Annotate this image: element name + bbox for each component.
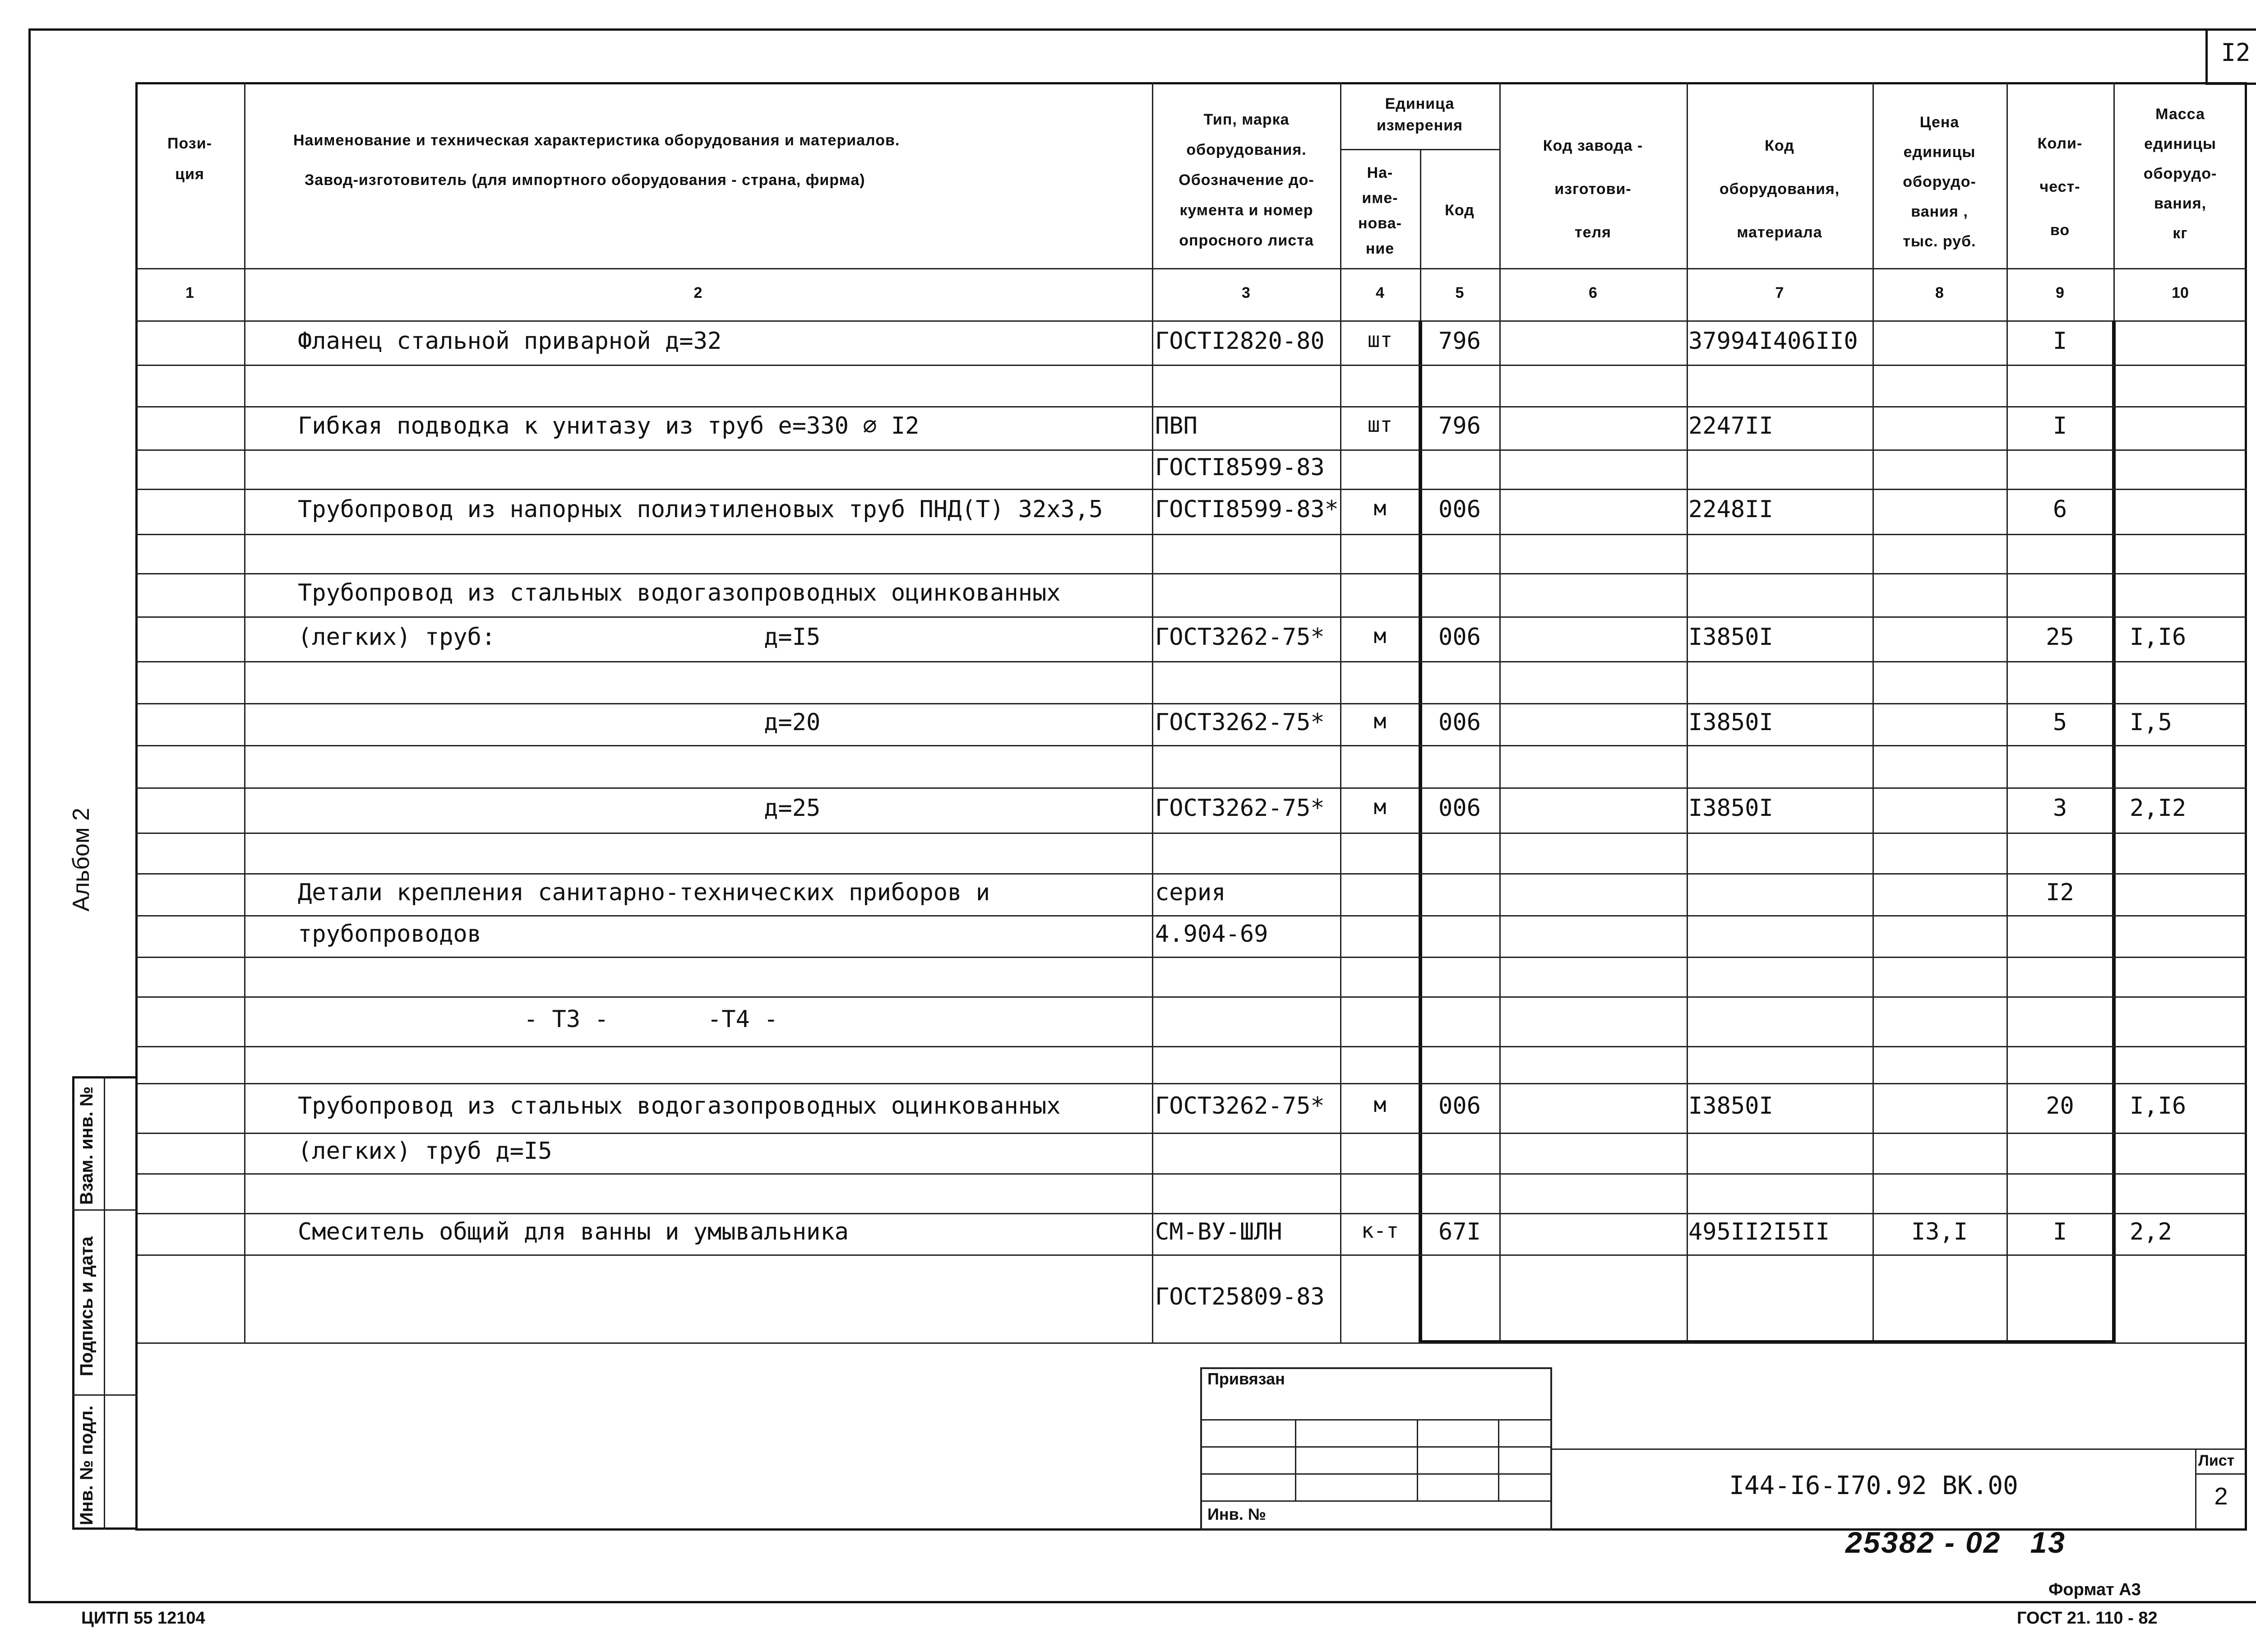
handwritten-number: 25382 - 02 13 [1845,1526,2066,1559]
side-replace-inv: Взам. инв. № [77,1086,97,1205]
tb-line-4 [1200,1500,1552,1502]
row-line [135,1133,2247,1134]
colnum-5: 5 [1455,284,1464,301]
row-line [135,1046,2247,1047]
cell-name: Трубопровод из стальных водогазопроводных оцинкованных [298,579,1061,606]
row-line [135,833,2247,834]
side-inv-orig: Инв. № подл. [77,1405,97,1525]
side-stamp-line-1 [72,1209,138,1211]
cell-equip: 2247II [1688,412,1773,440]
cell-equip: 495II2I5II [1688,1218,1830,1245]
row-line [135,1254,2247,1256]
cell-doc: ГОСТ3262-75* [1155,708,1325,736]
tb-line-3 [1200,1473,1552,1475]
cell-mass: I,I6 [2130,623,2187,651]
hdr-col3: Тип, марка оборудования. Обозначение до- кумента и номер опросного листа [1179,111,1314,249]
cell-name: Гибкая подводка к унитазу из труб е=330 ∅ I2 [298,412,920,440]
cell-unit: м [1373,708,1387,733]
colnum-3: 3 [1242,284,1250,301]
header-line-1 [135,268,2247,269]
col-line-7 [1872,82,1874,1344]
cell-equip: 2248II [1688,496,1773,523]
row-line [135,661,2247,662]
cell-equip: I3850I [1688,708,1773,736]
cell-qty: 3 [2053,795,2067,822]
colnum-4: 4 [1376,284,1384,301]
hdr-col8: Цена единицы оборудо- вания , тыс. руб. [1903,114,1976,250]
row-line [135,703,2247,704]
album-label: Альбом 2 [68,808,94,912]
sheet-number: I2 [2221,38,2251,67]
cell-doc: ГОСТ3262-75* [1155,623,1325,651]
tb-vline-3 [1498,1419,1499,1500]
col-line-2 [1152,82,1153,1344]
hdr-col5: Код [1445,202,1475,219]
cell-qty: I [2053,328,2067,355]
cell-doc: серия [1155,879,1226,906]
cell-qty: 20 [2046,1092,2074,1120]
cell-doc: ГОСТ25809-83 [1155,1283,1325,1310]
row-line [135,534,2247,535]
hdr-unit-group: Единица измерения [1377,95,1463,134]
cell-name: Детали крепления санитарно-технических приборов и [298,879,990,906]
cell-qty: I [2053,1218,2067,1245]
cell-mass: I,I6 [2130,1092,2187,1120]
cell-doc: ГОСТI8599-83 [1155,453,1325,481]
cell-name: Смеситель общий для ванны и умывальника [298,1218,849,1245]
header-line-2 [135,320,2247,322]
row-line [135,745,2247,746]
row-line [135,787,2247,789]
tb-vline-1 [1295,1419,1296,1500]
row-line [135,1083,2247,1084]
row-line [135,449,2247,451]
cell-name: (легких) труб: д=I5 [298,623,821,651]
cell-name: трубопроводов [298,921,481,948]
cell-code: 67I [1438,1218,1481,1245]
cell-unit: к-т [1361,1218,1399,1243]
cell-unit: м [1373,496,1387,520]
thick-line-a [1419,320,1422,1344]
cell-unit: шт [1367,328,1393,352]
cell-code: 006 [1438,1092,1481,1120]
cell-name: - Т3 - -Т4 - [298,1006,778,1033]
cell-equip: 37994I406II0 [1688,328,1858,355]
col-line-5 [1499,82,1501,1344]
hdr-col2: Наименование и техническая характеристика оборудования и материалов. Завод-изготовитель (для импортного оборудования - страна, фирма) [293,132,900,189]
standard-label: ГОСТ 21. 110 - 82 [2017,1609,2158,1628]
hdr-col4: На- име- нова- ние [1358,164,1402,257]
cell-doc: ГОСТI8599-83* [1155,496,1339,523]
row-line [135,616,2247,618]
tb-sheet-line [2195,1473,2247,1475]
cell-name: д=25 [298,795,821,822]
cell-equip: I3850I [1688,623,1773,651]
tb-line-1 [1200,1419,1552,1421]
cell-mass: 2,I2 [2130,795,2187,822]
row-line [135,1173,2247,1175]
hdr-col9: Коли- чест- во [2037,135,2083,239]
row-line [135,915,2247,916]
colnum-2: 2 [693,284,703,301]
cell-code: 006 [1438,708,1481,736]
unit-sub-line [1340,149,1499,150]
cell-unit: м [1373,623,1387,648]
cell-qty: 25 [2046,623,2074,651]
row-line [135,406,2247,407]
format-label: Формат А3 [2048,1580,2141,1599]
cell-doc: ГОСТ3262-75* [1155,795,1325,822]
colnum-8: 8 [1935,284,1944,301]
cell-qty: 5 [2053,708,2067,736]
cell-unit: м [1373,795,1387,819]
hdr-col7: Код оборудования, материала [1719,137,1840,241]
row-line [135,365,2247,366]
cell-mass: I,5 [2130,708,2172,736]
hdr-col10: Масса единицы оборудо- вания, кг [2143,106,2217,242]
side-stamp-line-2 [72,1394,138,1396]
cell-name: Фланец стальной приварной д=32 [298,328,722,355]
cell-doc: ГОСТ3262-75* [1155,1092,1325,1120]
inv-no-label: Инв. № [1207,1505,1266,1523]
colnum-1: 1 [185,284,194,301]
col-line-1 [244,82,245,1344]
cell-unit: м [1373,1092,1387,1117]
sheet-label: Лист [2198,1452,2235,1469]
row-line [135,996,2247,998]
cell-code: 006 [1438,795,1481,822]
body-bottom-line [135,1342,2247,1344]
cell-name: Трубопровод из напорных полиэтиленовых труб ПНД(Т) 32х3,5 [298,496,1103,523]
cell-doc: ГОСТI2820-80 [1155,328,1325,355]
cell-doc: ПВП [1155,412,1197,440]
cell-name: д=20 [298,708,821,736]
sheet-value: 2 [2214,1483,2228,1510]
cell-code: 006 [1438,623,1481,651]
row-line [135,573,2247,574]
tb-line-2 [1200,1446,1552,1448]
colnum-9: 9 [2056,284,2064,301]
cell-unit: шт [1367,412,1393,437]
row-line [135,957,2247,958]
row-line [135,873,2247,875]
row-line [135,489,2247,490]
hdr-col1: Пози- ция [167,135,212,183]
thick-line-b [2112,320,2116,1344]
side-stamp-split [104,1076,105,1530]
cell-name: Трубопровод из стальных водогазопроводных оцинкованных [298,1092,1061,1120]
bound-label: Привязан [1207,1370,1285,1388]
cell-code: 006 [1438,496,1481,523]
col-line-6 [1687,82,1688,1344]
cell-price: I3,I [1911,1218,1968,1245]
hdr-col6: Код завода - изготови- теля [1543,137,1643,241]
colnum-7: 7 [1775,284,1784,301]
cell-mass: 2,2 [2130,1218,2172,1245]
tb-vline-2 [1417,1419,1418,1500]
cell-qty: I [2053,412,2067,440]
tb-designation-top [1552,1448,2247,1450]
colnum-10: 10 [2172,284,2189,301]
cell-qty: 6 [2053,496,2067,523]
cell-code: 796 [1438,412,1481,440]
printer-code: ЦИТП 55 12104 [81,1609,205,1628]
side-sign-date: Подпись и дата [77,1236,97,1376]
cell-qty: I2 [2046,879,2074,906]
cell-doc: 4.904-69 [1155,921,1268,948]
colnum-6: 6 [1589,284,1597,301]
cell-equip: I3850I [1688,1092,1773,1120]
cell-doc: СМ-ВУ-ШЛН [1155,1218,1282,1245]
designation: I44-I6-I70.92 ВК.00 [1729,1471,2018,1500]
cell-equip: I3850I [1688,795,1773,822]
row-line [135,1213,2247,1214]
cell-code: 796 [1438,328,1481,355]
cell-name: (легких) труб д=I5 [298,1138,552,1165]
